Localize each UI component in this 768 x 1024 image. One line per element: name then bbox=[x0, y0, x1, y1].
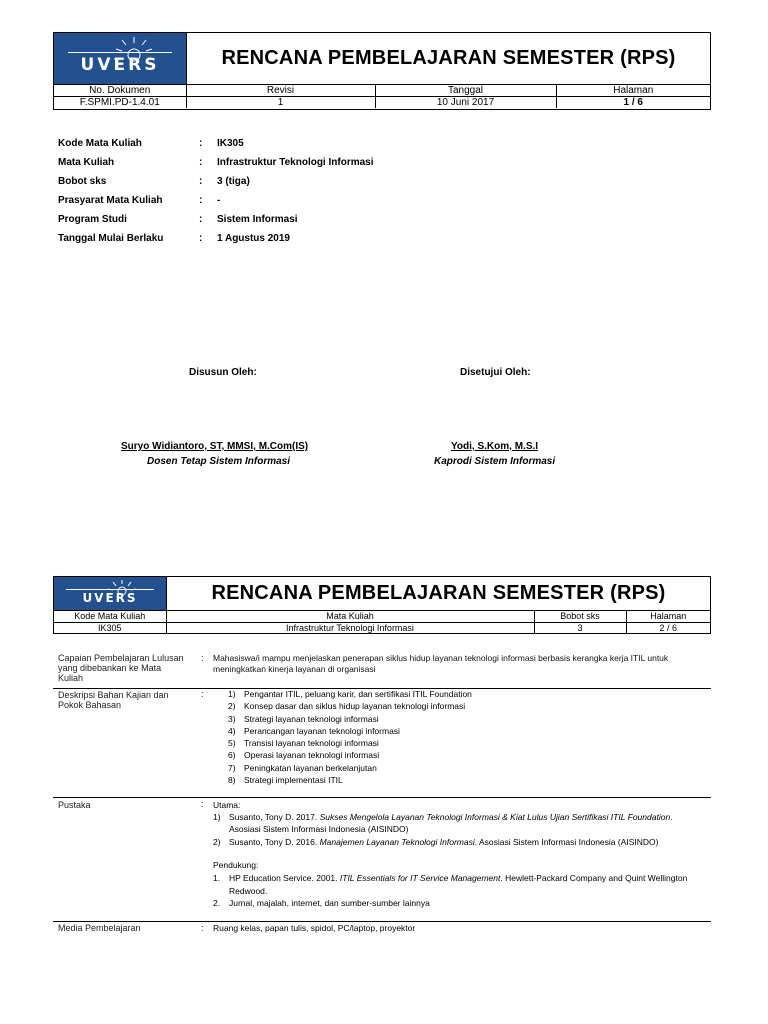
logo-text: UVERS bbox=[80, 55, 160, 75]
meta-value-halaman: 2 / 6 bbox=[659, 623, 677, 633]
logo-underline bbox=[66, 589, 154, 590]
meta-value-tanggal: 10 Juni 2017 bbox=[375, 97, 556, 109]
topic-item: 2) Konsep dasar dan siklus hidup layanan teknologi informasi bbox=[228, 701, 466, 712]
meta-header-halaman: Halaman bbox=[556, 85, 710, 97]
pustaka-colon: : bbox=[201, 799, 204, 809]
meta-header-no-dokumen: No. Dokumen bbox=[54, 85, 186, 97]
info-value: 1 Agustus 2019 bbox=[217, 233, 290, 244]
prepared-by-heading: Disusun Oleh: bbox=[189, 367, 257, 378]
preparer-role: Dosen Tetap Sistem Informasi bbox=[147, 456, 290, 467]
reference-item: 2) Susanto, Tony D. 2016. Manajemen Layanan Teknologi Informasi. Asosiasi Sistem Informasi Indonesia (AISINDO) bbox=[213, 837, 659, 847]
reference-item: 2. Jurnal, majalah, internet, dan sumber-sumber lainnya bbox=[213, 898, 430, 908]
pustaka-utama-heading: Utama: bbox=[213, 800, 241, 810]
page2-header bbox=[53, 576, 711, 634]
info-colon: : bbox=[199, 195, 203, 206]
deskripsi-colon: : bbox=[201, 689, 204, 699]
pustaka-label: Pustaka bbox=[58, 800, 91, 810]
meta-header-tanggal: Tanggal bbox=[375, 85, 556, 97]
university-logo bbox=[54, 577, 167, 610]
topic-item: 1) Pengantar ITIL, peluang karir, dan sertifikasi ITIL Foundation bbox=[228, 689, 472, 699]
info-colon: : bbox=[199, 233, 203, 244]
meta-value-mata-kuliah: Infrastruktur Teknologi Informasi bbox=[166, 623, 534, 635]
meta-header-bobot: Bobot sks bbox=[534, 611, 626, 623]
info-value: Infrastruktur Teknologi Informasi bbox=[217, 157, 374, 168]
cpl-text: Mahasiswa/i mampu menjelaskan penerapan siklus hidup layanan teknologi informasi berbasis kerangka kerja ITIL untuk meningkatkan kinerja layanan di organisasi bbox=[213, 653, 669, 674]
topic-list bbox=[228, 688, 472, 786]
meta-header-halaman: Halaman bbox=[626, 611, 710, 623]
logo-underline bbox=[68, 52, 172, 53]
meta-value-bobot: 3 bbox=[534, 623, 626, 635]
logo-text: UVERS bbox=[82, 591, 138, 605]
meta-value-halaman: 1 / 6 bbox=[623, 97, 643, 108]
approved-by-heading: Disetujui Oleh: bbox=[460, 367, 531, 378]
topic-item: 6) Operasi layanan teknologi informasi bbox=[228, 750, 380, 761]
topic-item: 5) Transisi layanan teknologi informasi bbox=[228, 738, 379, 749]
section-divider bbox=[53, 797, 711, 798]
media-text: Ruang kelas, papan tulis, spidol, PC/laptop, proyektor bbox=[213, 923, 416, 933]
preparer-name: Suryo Widiantoro, ST, MMSI, M.Com(IS) bbox=[121, 441, 309, 452]
cpl-colon: : bbox=[201, 653, 204, 663]
info-label: Mata Kuliah bbox=[58, 157, 115, 168]
meta-header-kode: Kode Mata Kuliah bbox=[54, 611, 166, 623]
document-meta-table bbox=[54, 85, 710, 108]
approver-role: Kaprodi Sistem Informasi bbox=[434, 456, 556, 467]
deskripsi-label: Deskripsi Bahan Kajian dan Pokok Bahasan bbox=[58, 690, 169, 710]
document-title: RENCANA PEMBELAJARAN SEMESTER (RPS) bbox=[221, 47, 676, 69]
meta-header-mata-kuliah: Mata Kuliah bbox=[166, 611, 534, 623]
media-label: Media Pembelajaran bbox=[58, 923, 141, 933]
info-label: Kode Mata Kuliah bbox=[58, 138, 142, 149]
topic-item: 4) Perancangan layanan teknologi informasi bbox=[228, 725, 400, 736]
reference-item: 1) Susanto, Tony D. 2017. Sukses Mengelola Layanan Teknologi Informasi & Kiat Lulus Ujian Sertifikasi ITIL Foundation. bbox=[213, 812, 673, 822]
info-label: Tanggal Mulai Berlaku bbox=[58, 233, 164, 244]
info-label: Bobot sks bbox=[58, 176, 107, 187]
reference-item-cont: Redwood. bbox=[229, 886, 268, 896]
info-label: Prasyarat Mata Kuliah bbox=[58, 195, 163, 206]
topic-item: 7) Peningkatan layanan berkelanjutan bbox=[228, 762, 377, 773]
topic-item: 3) Strategi layanan teknologi informasi bbox=[228, 713, 379, 724]
course-meta-table bbox=[54, 611, 710, 634]
info-colon: : bbox=[199, 157, 203, 168]
university-logo bbox=[54, 33, 187, 84]
info-value: IK305 bbox=[217, 138, 244, 149]
meta-value-revisi: 1 bbox=[186, 97, 375, 109]
info-colon: : bbox=[199, 138, 203, 149]
meta-value-no-dokumen: F.SPMI.PD-1.4.01 bbox=[54, 97, 186, 109]
info-value: Sistem Informasi bbox=[217, 214, 298, 225]
info-value: - bbox=[217, 195, 221, 206]
reference-item: 1. HP Education Service. 2001. ITIL Essentials for IT Service Management. Hewlett-Packard Company and Quint Wellington bbox=[213, 873, 688, 883]
pustaka-pendukung-heading: Pendukung: bbox=[213, 860, 259, 870]
page1-header bbox=[53, 32, 711, 110]
media-colon: : bbox=[201, 923, 204, 933]
cpl-label: Capaian Pembelajaran Lulusan yang dibebankan ke Mata Kuliah bbox=[58, 653, 184, 683]
document-title: RENCANA PEMBELAJARAN SEMESTER (RPS) bbox=[211, 582, 666, 604]
info-value: 3 (tiga) bbox=[217, 176, 250, 187]
info-label: Program Studi bbox=[58, 214, 127, 225]
reference-item-cont: Asosiasi Sistem Informasi Indonesia (AISINDO) bbox=[229, 824, 409, 834]
approver-name: Yodi, S.Kom, M.S.I bbox=[451, 441, 539, 452]
meta-value-kode: IK305 bbox=[54, 623, 166, 635]
topic-item: 8) Strategi implementasi ITIL bbox=[228, 775, 343, 786]
info-colon: : bbox=[199, 214, 203, 225]
meta-header-revisi: Revisi bbox=[186, 85, 375, 97]
info-colon: : bbox=[199, 176, 203, 187]
